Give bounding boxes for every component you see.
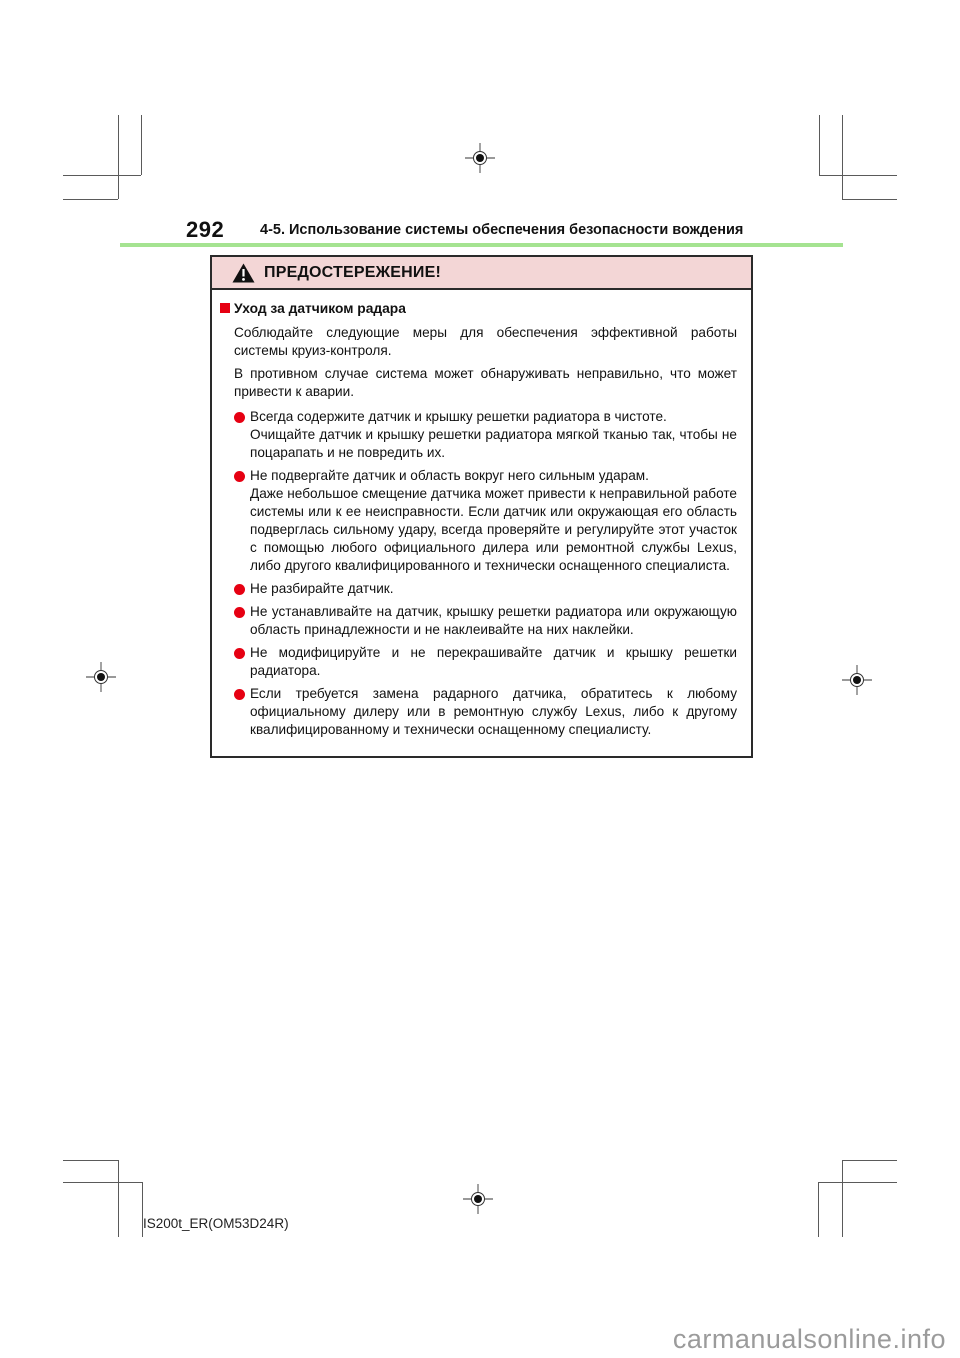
warning-bullet-text: Не разбирайте датчик.: [250, 581, 394, 596]
warning-bullet-text: Не модифицируйте и не перекрашивайте датчик и крышку решетки радиатора.: [250, 645, 737, 678]
warning-content: [212, 290, 751, 756]
warning-banner-title: ПРЕДОСТЕРЕЖЕНИЕ!: [264, 263, 442, 281]
warning-banner: [212, 257, 751, 290]
crop-mark-line: [842, 115, 843, 199]
warning-bullet-text: Если требуется замена радарного датчика, обратитесь к любому официальному дилеру или в ремонтную службу Lexus, либо к другому квалифицированному и технически оснащенному специалисту.: [250, 686, 737, 737]
crop-mark-line: [842, 1160, 897, 1161]
warning-heading-label: Уход за датчиком радара: [234, 301, 406, 316]
crop-mark-line: [842, 1160, 843, 1237]
bullet-dot-icon: [234, 584, 245, 595]
crop-mark-line: [63, 1182, 142, 1183]
warning-intro-paragraph: В противном случае система может обнаруживать неправильно, что может привести к аварии.: [234, 366, 737, 399]
registration-mark-icon: [462, 1183, 494, 1215]
registration-mark-icon: [841, 664, 873, 696]
crop-mark-line: [141, 115, 142, 175]
crop-mark-line: [842, 199, 897, 200]
warning-bullet-item: [234, 603, 737, 639]
crop-mark-line: [118, 115, 119, 199]
crop-mark-line: [63, 199, 118, 200]
warning-bullet-item: [234, 685, 737, 739]
warning-bullet-item: [234, 580, 737, 598]
crop-mark-line: [63, 175, 141, 176]
crop-mark-line: [63, 1160, 118, 1161]
section-title: 4-5. Использование системы обеспечения безопасности вождения: [260, 222, 744, 238]
warning-box: [210, 255, 753, 758]
document-code: IS200t_ER(OM53D24R): [143, 1216, 289, 1231]
bullet-dot-icon: [234, 648, 245, 659]
crop-mark-line: [819, 115, 820, 175]
warning-bullet-text: Очищайте датчик и крышку решетки радиатора мягкой тканью так, чтобы не поцарапать и не повредить их.: [250, 427, 737, 460]
warning-bullet-item: [234, 408, 737, 462]
red-square-icon: [220, 303, 230, 313]
warning-bullet-list: [234, 408, 737, 739]
crop-mark-line: [819, 175, 897, 176]
warning-bullet-text: Всегда содержите датчик и крышку решетки радиатора в чистоте.: [250, 409, 667, 424]
crop-mark-line: [818, 1182, 897, 1183]
crop-mark-line: [118, 1160, 119, 1237]
registration-mark-icon: [85, 661, 117, 693]
warning-bullet-text: Даже небольшое смещение датчика может привести к неправильной работе системы или к ее неисправности. Если датчик или окружающая его область подверглась сильному удару, всегда проверяйте и регулируйте этот участок с помощью любого официального дилера или ремонтной службы Lexus, либо другого квалифицированного и технически оснащенного специалиста.: [250, 486, 737, 573]
warning-bullet-text: Не подвергайте датчик и область вокруг него сильным ударам.: [250, 468, 649, 483]
watermark-text: carmanualsonline.info: [672, 1324, 946, 1354]
header-rule: [120, 243, 843, 247]
registration-mark-icon: [464, 142, 496, 174]
bullet-dot-icon: [234, 689, 245, 700]
warning-bullet-text: Не устанавливайте на датчик, крышку решетки радиатора или окружающую область принадлежности и не наклеивайте на них наклейки.: [250, 604, 737, 637]
bullet-dot-icon: [234, 471, 245, 482]
page-number: 292: [186, 217, 225, 242]
warning-bullet-item: [234, 644, 737, 680]
bullet-dot-icon: [234, 412, 245, 423]
crop-mark-line: [818, 1182, 819, 1237]
bullet-dot-icon: [234, 607, 245, 618]
warning-heading: [234, 300, 737, 318]
warning-intro-paragraph: Соблюдайте следующие меры для обеспечения эффективной работы системы круиз-контроля.: [234, 325, 737, 358]
warning-bullet-item: [234, 467, 737, 575]
warning-triangle-icon: [232, 263, 255, 283]
